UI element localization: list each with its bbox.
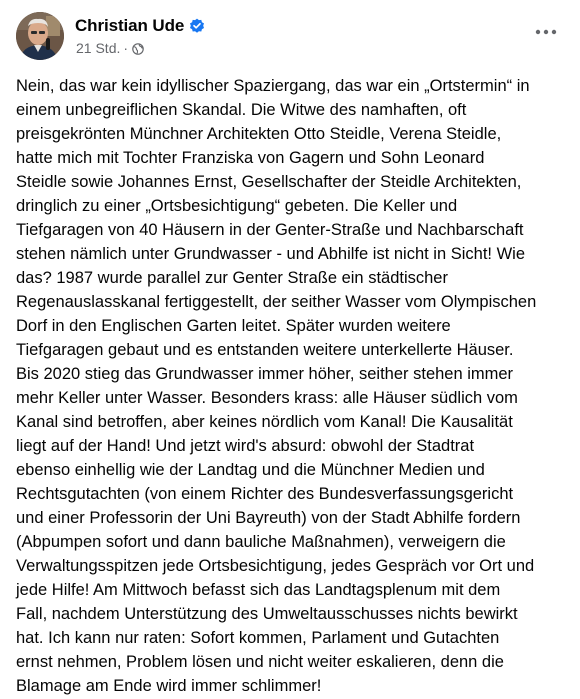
post-text-line: Tiefgaragen gebaut und es entstanden weitere unterkellerte Häuser. [16,341,514,359]
post-text-line: mehr Keller unter Wasser. Besonders krass: alle Häuser südlich vom [16,389,518,407]
post-text-line: und einer Professorin der Uni Bayreuth) von der Stadt Abhilfe fordern [16,509,521,527]
post-text-line: ernst nehmen, Problem lösen und nicht weiter eskalieren, denn die [16,653,504,671]
post-text-line: Dorf in den Englischen Garten leitet. Später wurden weitere [16,317,451,335]
post-text-line: ebenso einhellig wie der Landtag und die Münchner Medien und [16,461,485,479]
post-header [16,12,564,60]
author-name[interactable]: Christian Ude [75,16,185,35]
meta-separator: · [123,40,129,56]
post-text-line: Bis 2020 stieg das Grundwasser immer höher, seither stehen immer [16,365,514,383]
post-text-line: Regenauslasskanal fertiggestellt, der seither Wasser vom Olympischen [16,293,537,311]
post-text-line: Nein, das war kein idyllischer Spaziergang, das war ein „Ortstermin“ in [16,77,530,95]
post-text-line: Fall, nachdem Unterstützung des Umweltausschusses nichts bewirkt [16,605,518,623]
post-text-line: (Abpumpen sofort und dann bauliche Maßnahmen), verweigern die [16,533,506,551]
post-timestamp[interactable]: 21 Std. [76,40,121,56]
post-text-line: preisgekrönten Münchner Architekten Otto Steidle, Verena Steidle, [16,125,502,143]
globe-icon[interactable] [132,42,144,54]
post-text-line: hatte mich mit Tochter Franziska von Gagern und Sohn Leonard [16,149,485,167]
more-options-icon [535,29,557,35]
verified-badge-icon [189,18,205,34]
post-text-line: Verwaltungsspitzen jede Ortsbesichtigung, jedes Gespräch vor Ort und [16,557,535,575]
post-text-line: Blamage am Ende wird immer schlimmer! [16,677,322,695]
author-name-row [75,16,205,36]
more-options-button[interactable] [532,22,560,42]
post-text-line: einem unbegreiflichen Skandal. Die Witwe des namhaften, oft [16,101,467,119]
post-text-line: dringlich zu einer „Ortsbesichtigung“ gebeten. Die Keller und [16,197,458,215]
post-text-line: Kanal sind betroffen, aber keines nördlich vom Kanal! Die Kausalität [16,413,513,431]
avatar-photo-icon [16,12,64,60]
post-text-line: Rechtsgutachten (von einem Richter des Bundesverfassungsgericht [16,485,514,503]
post-meta [76,40,144,56]
post-text-line: Tiefgaragen von 40 Häusern in der Genter-Straße und Nachbarschaft [16,221,524,239]
post-body [16,74,578,698]
post-text-line: hat. Ich kann nur raten: Sofort kommen, Parlament und Gutachten [16,629,500,647]
post-text-line: stehen nämlich unter Grundwasser - und Abhilfe ist nicht in Sicht! Wie [16,245,525,263]
post-text-line: liegt auf der Hand! Und jetzt wird's absurd: obwohl der Stadtrat [16,437,475,455]
post-text-line: Steidle sowie Johannes Ernst, Gesellschafter der Steidle Architekten, [16,173,522,191]
post-text-line: das? 1987 wurde parallel zur Genter Straße ein städtischer [16,269,448,287]
author-avatar[interactable] [16,12,64,60]
post-text-line: jede Hilfe! Am Mittwoch befasst sich das Landtagsplenum mit dem [16,581,501,599]
